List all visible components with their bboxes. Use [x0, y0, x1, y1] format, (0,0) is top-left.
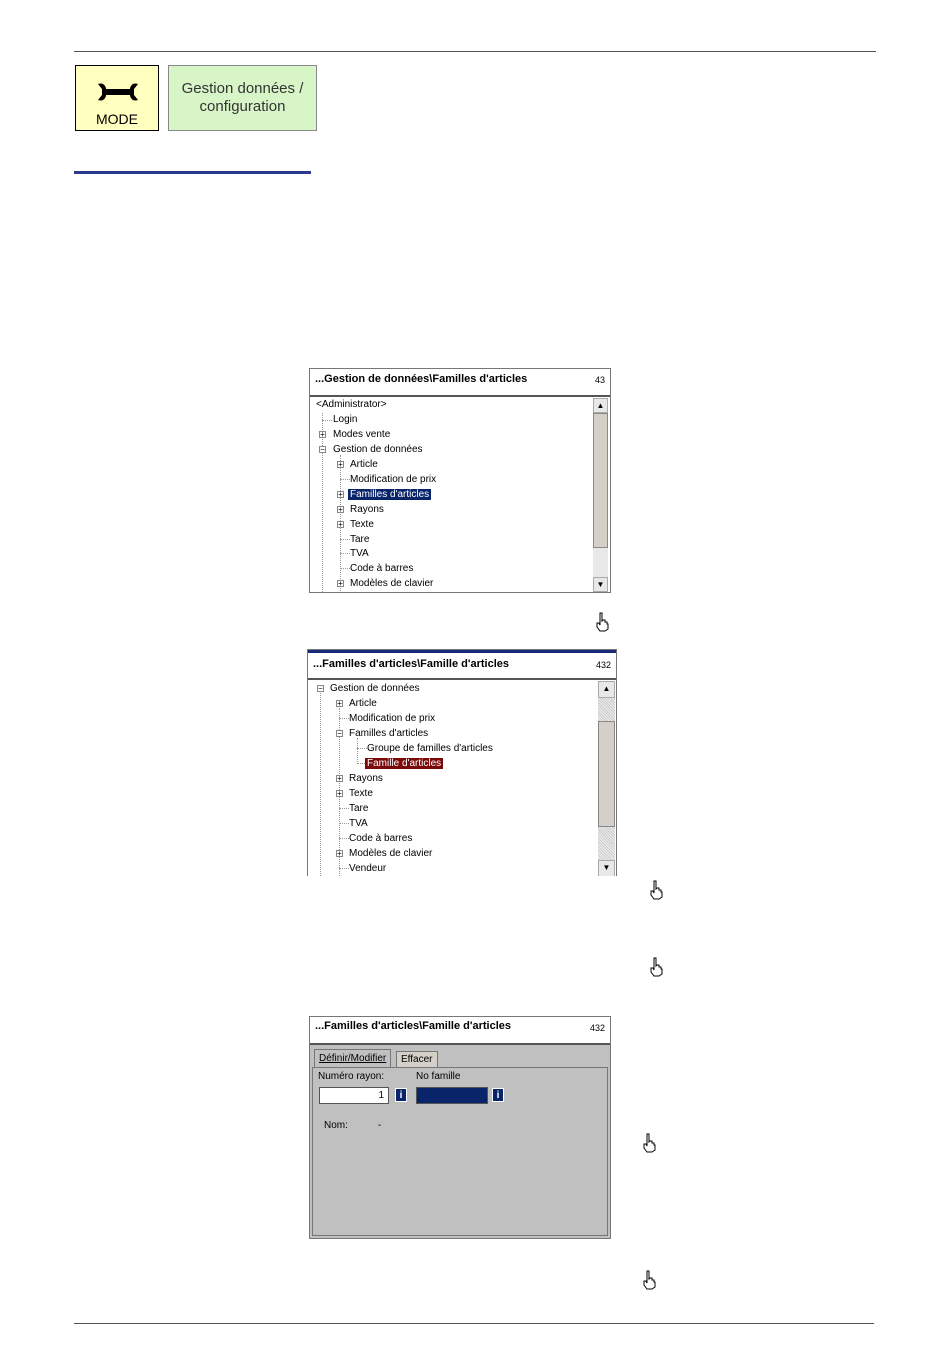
nom-value: -	[378, 1120, 382, 1131]
mode-button[interactable]	[75, 65, 159, 131]
tree-item-article[interactable]: Article	[350, 459, 378, 470]
tree-item-tare[interactable]: Tare	[349, 803, 369, 814]
collapse-icon[interactable]: −	[318, 684, 323, 693]
tree-item-modification-prix[interactable]: Modification de prix	[349, 713, 436, 724]
tree-item-groupe-familles[interactable]: Groupe de familles d'articles	[367, 743, 493, 754]
window-title-text: ...Gestion de données\Familles d'articles	[315, 373, 528, 385]
gestion-donnees-button[interactable]	[168, 65, 317, 131]
expand-icon[interactable]: +	[338, 579, 343, 588]
form-panel	[312, 1067, 608, 1236]
form-window	[309, 1016, 611, 1239]
expand-icon[interactable]: +	[338, 460, 343, 469]
expand-icon[interactable]: +	[338, 505, 343, 514]
tree-window-1	[309, 368, 611, 593]
tree-item-rayons[interactable]: Rayons	[349, 773, 383, 784]
gestion-button-line2: configuration	[199, 98, 286, 115]
pointing-hand-icon	[648, 880, 664, 900]
bottom-rule	[74, 1323, 874, 1324]
scroll-up-icon[interactable]: ▲	[598, 681, 615, 698]
scrollbar[interactable]	[593, 398, 608, 592]
window-title	[308, 650, 616, 680]
collapse-icon[interactable]: −	[337, 729, 342, 738]
expand-icon[interactable]: +	[337, 849, 342, 858]
numero-rayon-label: Numéro rayon:	[318, 1071, 385, 1082]
tree-item-administrator[interactable]: <Administrator>	[316, 399, 387, 410]
tree-item-texte[interactable]: Texte	[349, 788, 373, 799]
scroll-down-icon[interactable]: ▼	[593, 577, 608, 592]
no-famille-field[interactable]	[416, 1087, 488, 1104]
tree-item-tva[interactable]: TVA	[349, 818, 368, 829]
expand-icon[interactable]: +	[337, 789, 342, 798]
mode-button-label: MODE	[96, 111, 138, 127]
expand-icon[interactable]: +	[337, 774, 342, 783]
tree-item-code-barres[interactable]: Code à barres	[349, 833, 413, 844]
scroll-thumb[interactable]	[593, 413, 608, 548]
tree-item-modeles-clavier[interactable]: Modèles de clavier	[349, 848, 433, 859]
tree-item-gestion-donnees[interactable]: Gestion de données	[330, 683, 420, 694]
tree-item-gestion-donnees[interactable]: Gestion de données	[333, 444, 423, 455]
info-icon[interactable]: i	[395, 1088, 407, 1102]
tree-item-modes-vente[interactable]: Modes vente	[333, 429, 391, 440]
window-title-text: ...Familles d'articles\Famille d'articles	[313, 658, 509, 670]
pointing-hand-icon	[641, 1133, 657, 1153]
window-title-text: ...Familles d'articles\Famille d'articles	[315, 1020, 511, 1032]
pointing-hand-icon	[594, 612, 610, 632]
scroll-thumb[interactable]	[598, 721, 615, 827]
tree-item-vendeur[interactable]: Vendeur	[349, 863, 387, 874]
expand-icon[interactable]: +	[338, 490, 343, 499]
tree-item-texte[interactable]: Texte	[350, 519, 374, 530]
tree-item-modification-prix[interactable]: Modification de prix	[350, 474, 437, 485]
tree-item-tare[interactable]: Tare	[350, 534, 370, 545]
tree-item-familles-articles[interactable]: Familles d'articles	[350, 489, 430, 500]
tree-item-modeles-clavier[interactable]: Modèles de clavier	[350, 578, 434, 589]
tab-definir-modifier[interactable]: Définir/Modifier	[314, 1049, 391, 1068]
window-number: 43	[594, 375, 605, 385]
collapse-icon[interactable]: −	[320, 445, 325, 454]
info-icon[interactable]: i	[492, 1088, 504, 1102]
tree-item-article[interactable]: Article	[349, 698, 377, 709]
tree-item-tva[interactable]: TVA	[350, 548, 369, 559]
window-title	[310, 369, 610, 397]
tree-item-rayons[interactable]: Rayons	[350, 504, 384, 515]
pointing-hand-icon	[641, 1270, 657, 1290]
scroll-down-icon[interactable]: ▼	[598, 860, 615, 876]
wrench-icon	[96, 80, 140, 104]
section-rule	[74, 171, 311, 174]
gestion-button-line1: Gestion données /	[181, 80, 304, 97]
tree-item-code-barres[interactable]: Code à barres	[350, 563, 414, 574]
tree-item-famille-articles[interactable]: Famille d'articles	[367, 758, 442, 769]
window-number: 432	[589, 1023, 605, 1033]
expand-icon[interactable]: +	[320, 430, 325, 439]
tree-item-login[interactable]: Login	[333, 414, 358, 425]
tree-window-2	[307, 649, 617, 876]
scroll-up-icon[interactable]: ▲	[593, 398, 608, 413]
tree-item-familles-articles[interactable]: Familles d'articles	[349, 728, 429, 739]
scrollbar[interactable]	[598, 681, 615, 876]
expand-icon[interactable]: +	[337, 699, 342, 708]
pointing-hand-icon	[648, 957, 664, 977]
numero-rayon-field[interactable]: 1	[319, 1087, 389, 1104]
nom-label: Nom:	[324, 1120, 348, 1131]
expand-icon[interactable]: +	[338, 520, 343, 529]
window-number: 432	[595, 660, 611, 670]
window-title	[310, 1017, 610, 1045]
no-famille-label: No famille	[416, 1071, 461, 1082]
top-rule	[74, 51, 876, 52]
tab-effacer[interactable]: Effacer	[396, 1051, 438, 1067]
